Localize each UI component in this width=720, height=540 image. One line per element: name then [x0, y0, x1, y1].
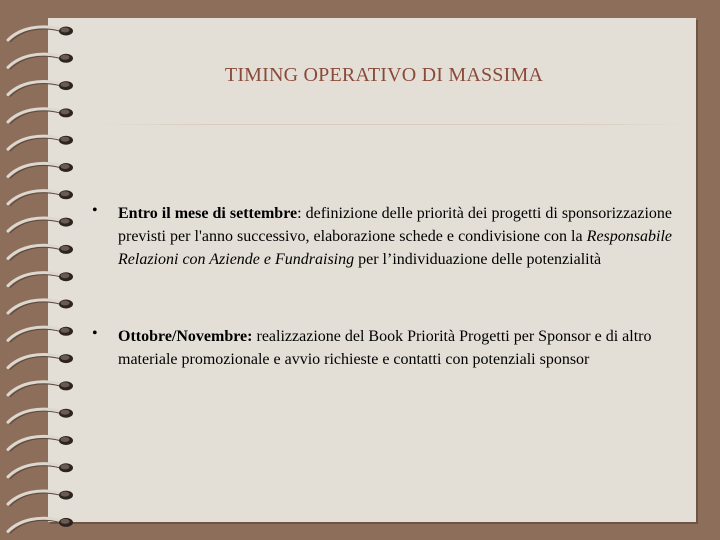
bullet-lead: Entro il mese di settembre: [118, 205, 298, 222]
binding-ring: [8, 218, 73, 234]
binding-ring: [8, 463, 73, 479]
binding-ring: [8, 136, 73, 152]
binding-ring: [8, 163, 73, 179]
binding-ring: [8, 491, 73, 507]
binding-ring: [8, 108, 73, 124]
bullet-marker: •: [92, 202, 98, 219]
bullet-text: [118, 325, 658, 371]
binding-ring: [8, 381, 73, 397]
bullet-body: realizzazione del Book Priorità Progetti per Sponsor e di altro materiale promozionale e avvio richieste e contatti con potenziali sponsor: [118, 328, 652, 368]
bullet-marker: •: [92, 325, 98, 342]
binding-ring: [8, 409, 73, 425]
binding-ring: [8, 272, 73, 288]
bullet-emphasis: Responsabile Relazioni con Aziende e Fundraising: [118, 228, 672, 268]
binding-ring: [8, 54, 73, 70]
binding-ring: [8, 327, 73, 343]
bullet-body-end: per l’individuazione delle potenzialità: [354, 251, 602, 268]
spiral-rings: [0, 0, 92, 540]
binding-ring: [8, 436, 73, 452]
binding-ring: [8, 518, 73, 534]
binding-ring: [8, 81, 73, 97]
binding-ring: [8, 245, 73, 261]
bullet-text: [118, 202, 672, 271]
bullet-body: : definizione delle priorità dei progetti di sponsorizzazione previsti per l'anno successivo, elaborazione schede e condivisione con la: [118, 205, 672, 245]
binding-ring: [8, 190, 73, 206]
binding-ring: [8, 27, 73, 43]
slide-title: TIMING OPERATIVO DI MASSIMA: [224, 64, 544, 86]
binding-ring: [8, 300, 73, 316]
title-divider: [92, 124, 692, 125]
binding-ring: [8, 354, 73, 370]
bullet-lead: Ottobre/Novembre:: [118, 328, 253, 345]
